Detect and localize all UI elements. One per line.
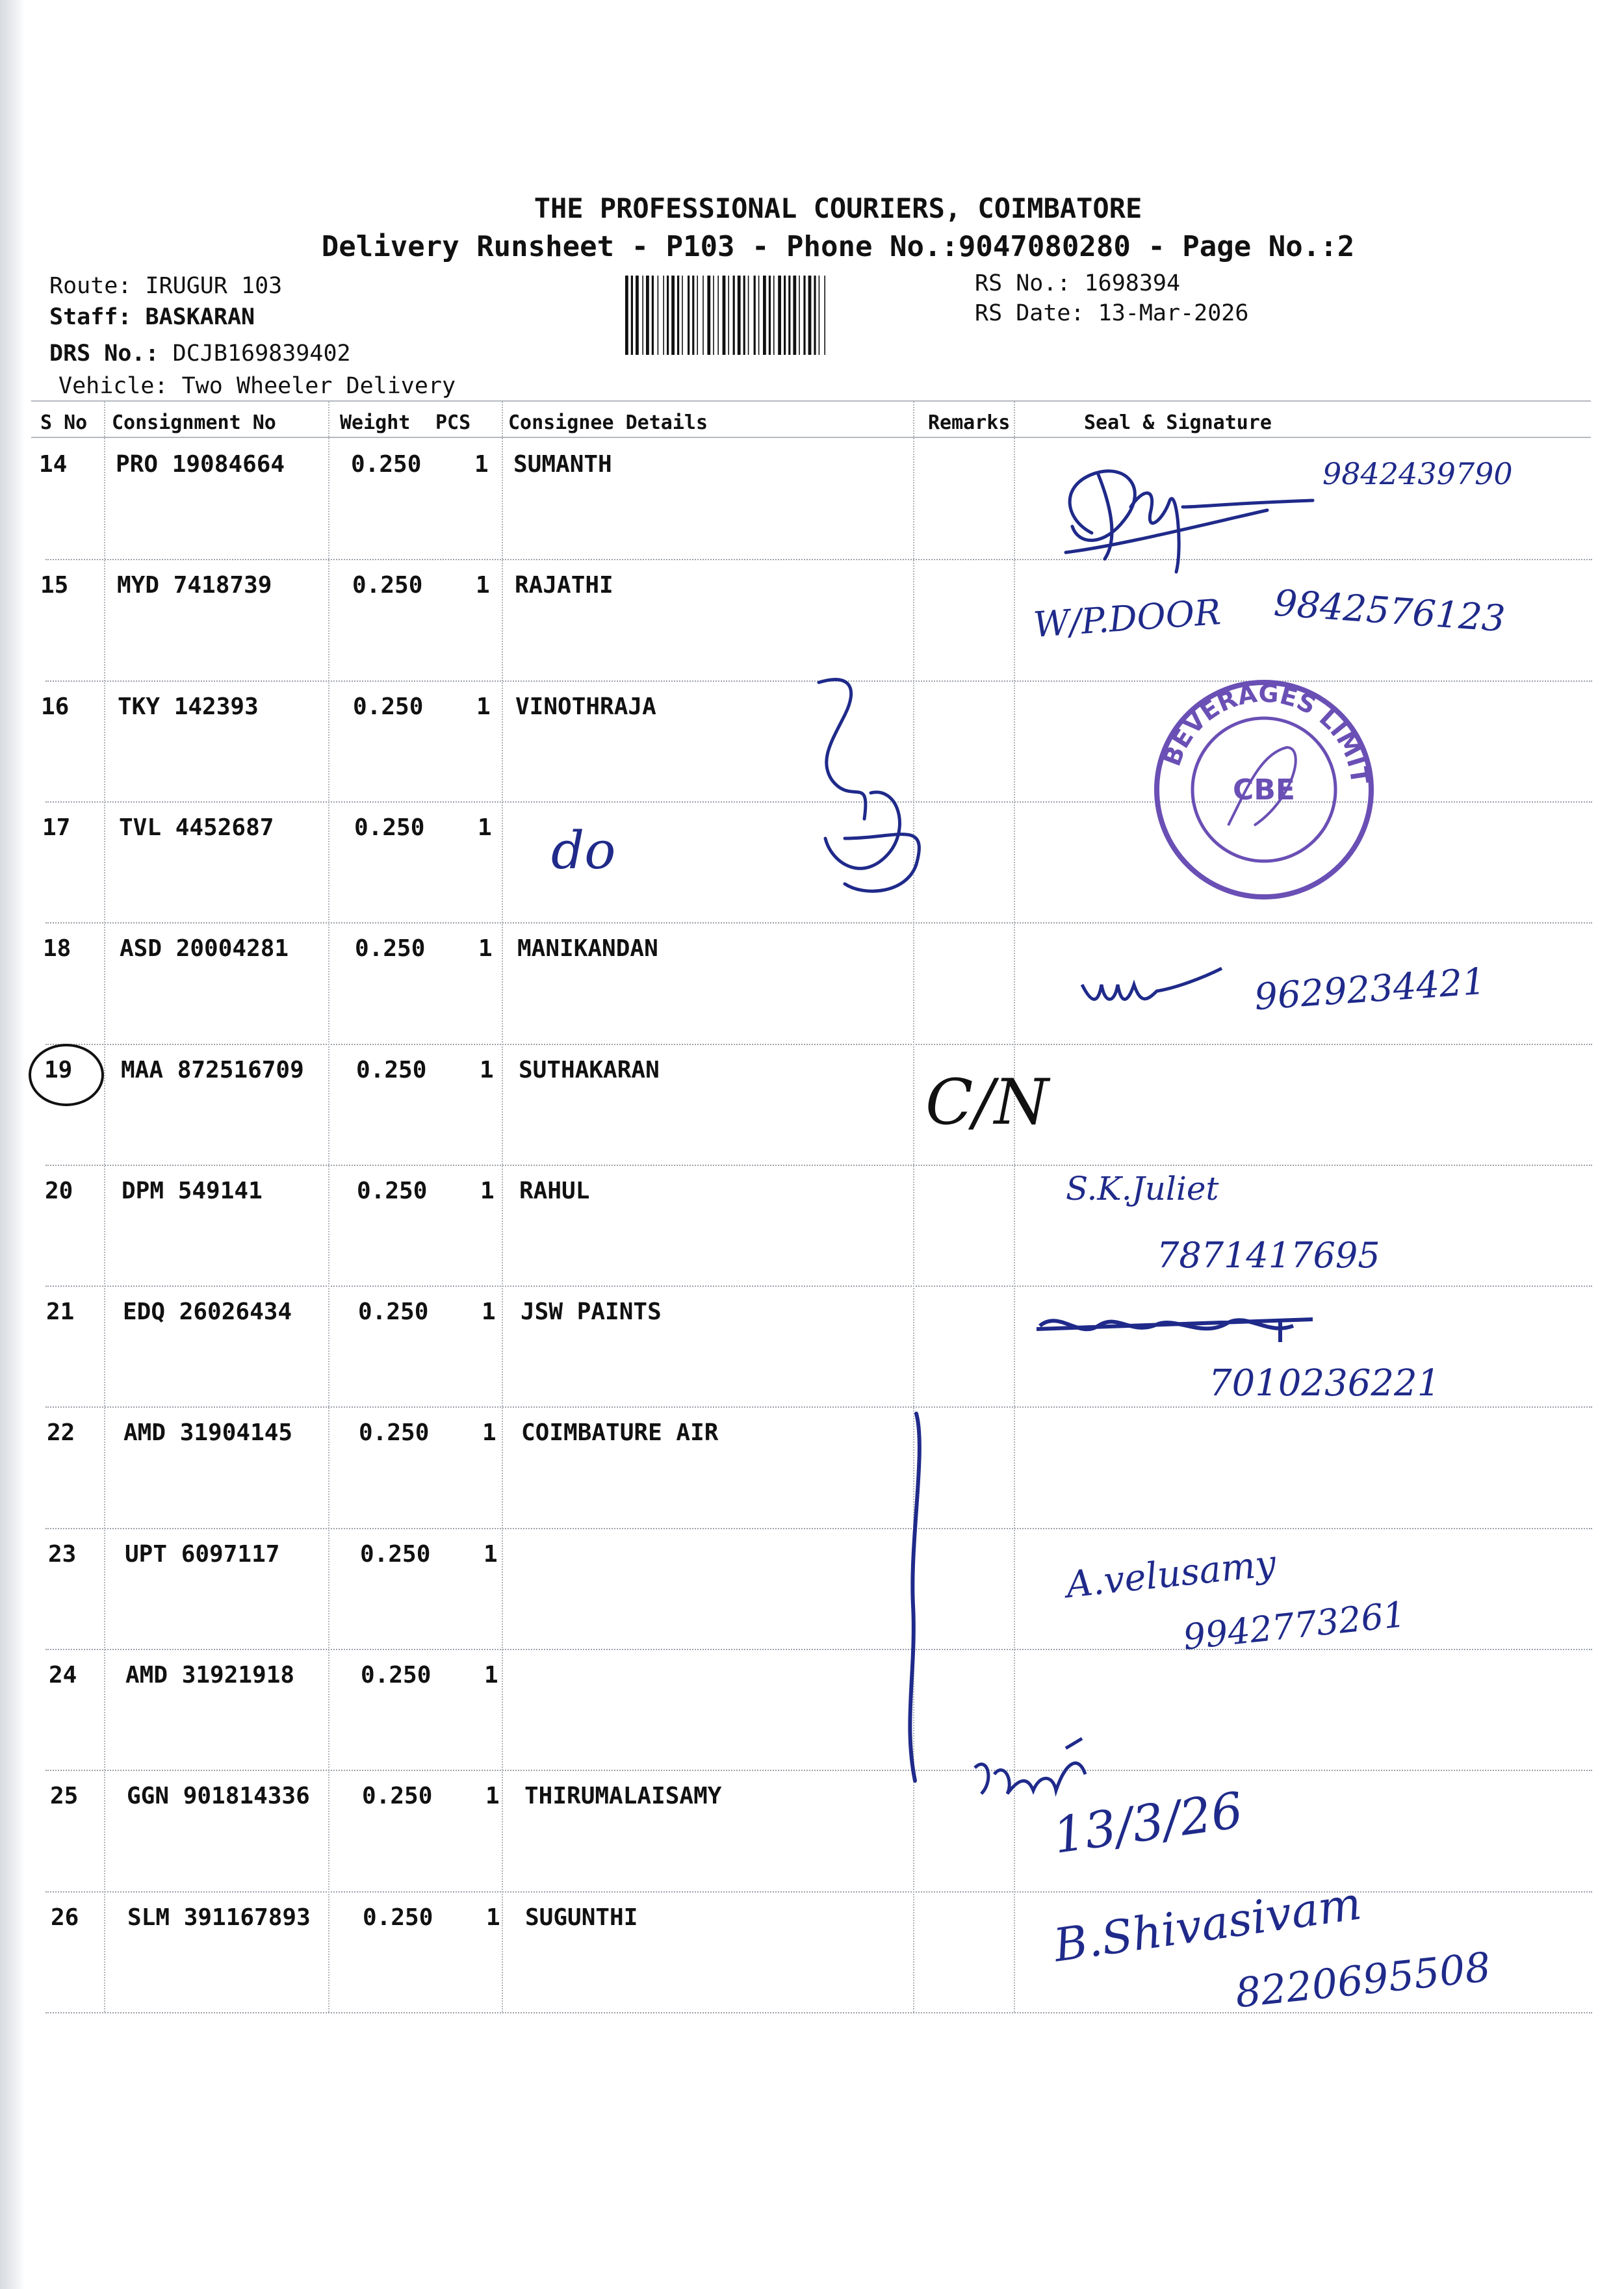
barcode-bar bbox=[793, 276, 796, 355]
phone-row20: 7871417695 bbox=[1157, 1235, 1380, 1276]
row-sno: 14 bbox=[39, 451, 68, 478]
bracket-rows22-24 bbox=[897, 1410, 936, 1787]
barcode-bar bbox=[784, 276, 786, 355]
row-weight: 0.250 bbox=[356, 1056, 427, 1083]
row-sno: 22 bbox=[47, 1419, 75, 1447]
row-pcs: 1 bbox=[483, 1540, 498, 1568]
barcode-bar bbox=[688, 276, 690, 355]
col-consignee: Consignee Details bbox=[508, 411, 708, 434]
row-consignment: ASD 20004281 bbox=[120, 935, 289, 963]
barcode-bar bbox=[652, 276, 654, 355]
barcode-bar bbox=[754, 276, 756, 355]
row-weight: 0.250 bbox=[357, 1177, 428, 1204]
row-sno: 24 bbox=[49, 1662, 77, 1688]
row-weight: 0.250 bbox=[353, 693, 424, 720]
row-sno: 17 bbox=[42, 814, 71, 841]
barcode-bar bbox=[723, 276, 726, 355]
col-consignment: Consignment No bbox=[112, 411, 276, 434]
vehicle-value: Two Wheeler Delivery bbox=[181, 373, 456, 399]
row-consignment: TKY 142393 bbox=[118, 693, 259, 720]
barcode-bar bbox=[642, 276, 643, 355]
row-pcs: 1 bbox=[480, 1177, 495, 1204]
initials-row18 bbox=[1079, 962, 1228, 1014]
row-divider bbox=[45, 1044, 1592, 1045]
row-weight: 0.250 bbox=[352, 572, 423, 599]
staff-value: BASKARAN bbox=[145, 304, 255, 330]
barcode-bar bbox=[682, 276, 683, 355]
barcode-bar bbox=[743, 276, 745, 355]
row-pcs: 1 bbox=[478, 935, 493, 963]
seal-center: CBE bbox=[1233, 773, 1295, 807]
row-divider bbox=[45, 1528, 1592, 1529]
barcode-bar bbox=[814, 276, 816, 355]
column-divider bbox=[104, 402, 105, 2012]
barcode-bar bbox=[713, 276, 714, 355]
row-consignment: PRO 19084664 bbox=[116, 451, 285, 478]
signature-row14 bbox=[1053, 448, 1313, 578]
barcode-bar bbox=[671, 276, 675, 355]
row-weight: 0.250 bbox=[362, 1783, 433, 1810]
note-row15: W/P.DOOR bbox=[1032, 591, 1222, 645]
barcode-bar bbox=[748, 276, 749, 355]
row-sno: 23 bbox=[48, 1540, 77, 1568]
row-divider bbox=[45, 1406, 1592, 1408]
row-consignment: AMD 31921918 bbox=[125, 1662, 295, 1688]
barcode-bar bbox=[738, 276, 741, 355]
col-seal-signature: Seal & Signature bbox=[1084, 411, 1272, 434]
barcode-bar bbox=[803, 276, 805, 355]
row-consignment: EDQ 26026434 bbox=[123, 1299, 292, 1326]
row-divider bbox=[31, 400, 1591, 402]
row-divider bbox=[45, 922, 1592, 924]
row-pcs: 1 bbox=[486, 1904, 500, 1931]
barcode-bar bbox=[824, 276, 825, 355]
seal-text: BEVERAGES LIMITED bbox=[1140, 653, 1375, 786]
row-consignee: RAHUL bbox=[519, 1177, 590, 1204]
barcode-bar bbox=[728, 276, 729, 355]
row-sno: 16 bbox=[41, 693, 70, 720]
row-consignee: RAJATHI bbox=[515, 572, 613, 599]
scribble-rows16-17 bbox=[780, 669, 942, 916]
row-pcs: 1 bbox=[485, 1783, 500, 1810]
route-label: Route: bbox=[49, 273, 132, 299]
row-divider bbox=[45, 1165, 1592, 1166]
barcode-bar bbox=[717, 276, 719, 355]
company-seal bbox=[1140, 653, 1378, 903]
row-consignment: TVL 4452687 bbox=[119, 814, 274, 841]
column-divider bbox=[502, 402, 503, 2012]
phone-row18: 9629234421 bbox=[1253, 960, 1488, 1019]
row-consignment: AMD 31904145 bbox=[123, 1419, 293, 1447]
rs-number: RS No.: 1698394 bbox=[975, 270, 1181, 296]
row-divider bbox=[45, 559, 1592, 560]
barcode-bar bbox=[625, 276, 628, 355]
vehicle-line bbox=[58, 373, 456, 399]
col-sno: S No bbox=[40, 411, 88, 434]
row-pcs: 1 bbox=[482, 1299, 496, 1326]
row-sno: 15 bbox=[40, 572, 69, 599]
row-consignment: DPM 549141 bbox=[122, 1177, 263, 1204]
drs-label: DRS No.: bbox=[49, 341, 159, 367]
row-consignee: SUGUNTHI bbox=[525, 1904, 638, 1931]
row-pcs: 1 bbox=[484, 1662, 498, 1688]
drs-value: DCJB169839402 bbox=[172, 341, 351, 367]
barcode-bar bbox=[819, 276, 820, 355]
barcode-bar bbox=[646, 276, 649, 355]
row-weight: 0.250 bbox=[361, 1662, 432, 1688]
name-row26: B.Shivasivam bbox=[1050, 1876, 1365, 1972]
row-consignment: SLM 391167893 bbox=[127, 1904, 311, 1931]
rs-date: RS Date: 13-Mar-2026 bbox=[975, 300, 1249, 326]
barcode-bar bbox=[636, 276, 639, 355]
row-weight: 0.250 bbox=[360, 1540, 431, 1568]
phone-row23: 9942773261 bbox=[1181, 1594, 1408, 1658]
barcode-bar bbox=[667, 276, 669, 355]
column-divider bbox=[328, 402, 329, 2012]
barcode-bar bbox=[658, 276, 659, 355]
row-pcs: 1 bbox=[476, 693, 491, 720]
barcode-bar bbox=[733, 276, 735, 355]
barcode-bar bbox=[799, 276, 800, 355]
row-pcs: 1 bbox=[478, 814, 492, 841]
row-sno: 21 bbox=[46, 1299, 75, 1326]
row-sno: 25 bbox=[50, 1783, 79, 1810]
barcode-bar bbox=[697, 276, 698, 355]
row-divider bbox=[45, 1286, 1592, 1287]
row-consignment: UPT 6097117 bbox=[125, 1540, 280, 1568]
struck-text-row21 bbox=[1033, 1300, 1326, 1352]
staff-label: Staff: bbox=[49, 304, 132, 330]
route-value: IRUGUR 103 bbox=[145, 273, 283, 299]
phone-row26: 8220695508 bbox=[1233, 1943, 1493, 2017]
barcode-bar bbox=[763, 276, 766, 355]
row-divider bbox=[45, 2012, 1592, 2013]
row-pcs: 1 bbox=[474, 451, 489, 478]
row-weight: 0.250 bbox=[354, 814, 425, 841]
name-row20: S.K.Juliet bbox=[1066, 1170, 1219, 1208]
barcode-bar bbox=[773, 276, 775, 355]
row-consignee: SUMANTH bbox=[513, 451, 612, 478]
row-pcs: 1 bbox=[476, 572, 490, 599]
row-consignee: THIRUMALAISAMY bbox=[524, 1783, 722, 1810]
staff-line bbox=[49, 304, 255, 330]
col-remarks: Remarks bbox=[928, 411, 1011, 434]
row-pcs: 1 bbox=[482, 1419, 496, 1447]
barcode-bar bbox=[631, 276, 633, 355]
runsheet-subtitle: Delivery Runsheet - P103 - Phone No.:9047080280 - Page No.:2 bbox=[321, 230, 1355, 263]
barcode-bar bbox=[769, 276, 771, 355]
vehicle-label: Vehicle: bbox=[58, 373, 168, 399]
barcode-bar bbox=[758, 276, 760, 355]
barcode-bar bbox=[692, 276, 694, 355]
row-weight: 0.250 bbox=[363, 1904, 433, 1931]
phone-row14: 9842439790 bbox=[1322, 456, 1513, 491]
row-consignee: JSW PAINTS bbox=[521, 1299, 662, 1326]
barcode bbox=[624, 276, 966, 355]
row-sno: 18 bbox=[43, 935, 71, 963]
barcode-bar bbox=[778, 276, 781, 355]
barcode-bar bbox=[707, 276, 710, 355]
row-consignee: SUTHAKARAN bbox=[519, 1056, 660, 1083]
scan-margin-shadow bbox=[0, 0, 25, 2289]
route-line bbox=[49, 273, 282, 299]
row-consignment: MYD 7418739 bbox=[117, 572, 272, 599]
row-weight: 0.250 bbox=[358, 1299, 429, 1326]
row-weight: 0.250 bbox=[351, 451, 422, 478]
row-consignee: VINOTHRAJA bbox=[515, 693, 656, 720]
row-weight: 0.250 bbox=[355, 935, 426, 963]
row-divider bbox=[31, 437, 1591, 438]
drs-line bbox=[49, 341, 351, 367]
col-weight: Weight bbox=[340, 411, 411, 434]
barcode-bar bbox=[702, 276, 704, 355]
row-divider bbox=[45, 1770, 1592, 1771]
name-row23: A.velusamy bbox=[1064, 1542, 1278, 1607]
barcode-bar bbox=[788, 276, 790, 355]
barcode-bar bbox=[663, 276, 664, 355]
circle-mark-row19 bbox=[25, 1040, 109, 1111]
col-pcs: PCS bbox=[435, 411, 471, 434]
phone-row15: 9842576123 bbox=[1272, 582, 1507, 641]
row-divider bbox=[45, 1649, 1592, 1650]
row-pcs: 1 bbox=[480, 1056, 494, 1083]
remark-row19: C/N bbox=[925, 1066, 1049, 1139]
row-consignee: COIMBATURE AIR bbox=[521, 1419, 719, 1447]
row-consignee: MANIKANDAN bbox=[517, 935, 658, 963]
phone-row21: 7010236221 bbox=[1209, 1362, 1441, 1404]
date-row25: 13/3/26 bbox=[1050, 1781, 1246, 1865]
company-title: THE PROFESSIONAL COURIERS, COIMBATORE bbox=[534, 192, 1142, 224]
row-weight: 0.250 bbox=[359, 1419, 430, 1447]
row-divider bbox=[45, 1891, 1592, 1893]
row-sno: 20 bbox=[45, 1177, 73, 1204]
barcode-bar bbox=[677, 276, 679, 355]
row-sno: 26 bbox=[51, 1904, 79, 1931]
row-consignment: GGN 901814336 bbox=[127, 1783, 310, 1810]
do-row17: do bbox=[551, 820, 616, 881]
row-sno: 19 bbox=[44, 1056, 73, 1083]
barcode-bar bbox=[808, 276, 812, 355]
row-consignment: MAA 872516709 bbox=[121, 1056, 304, 1083]
